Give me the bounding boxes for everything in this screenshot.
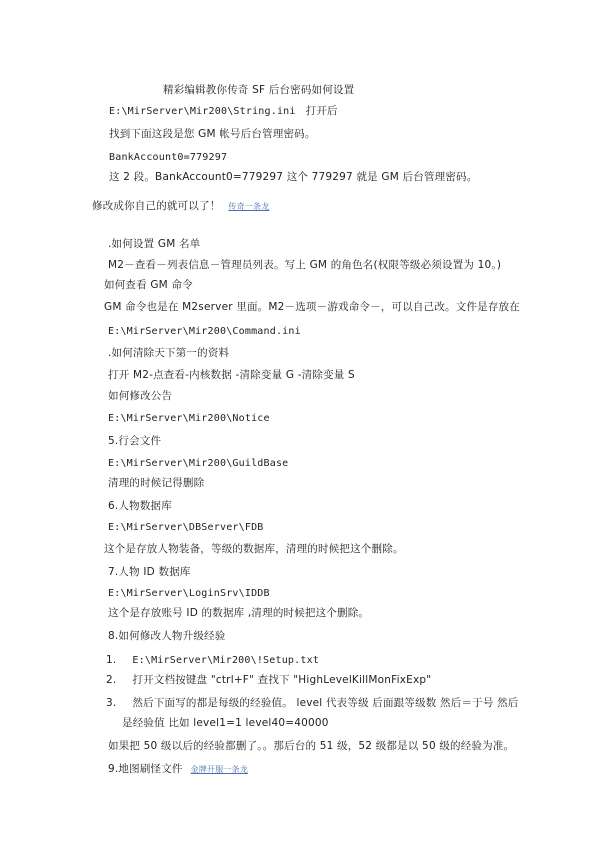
- modify-hint-text: 修改成你自己的就可以了！: [92, 200, 221, 212]
- section-char-db-body: 这个是存放人物装备，等级的数据库，清理的时候把这个删除。: [104, 543, 404, 555]
- exp-step-2: [106, 673, 431, 687]
- section-guild-heading: 5.行会文件: [108, 435, 162, 447]
- exp-note: 如果把 50 级以后的经验都删了。。那后台的 51 级，52 级都是以 50 级的经验为准。: [108, 740, 515, 752]
- exp-step-2-text: 打开文档按键盘 "ctrl+F" 查找下 "HighLevelKillMonFixExp": [132, 674, 432, 686]
- command-ini-path: E:\MirServer\Mir200\Command.ini: [108, 326, 301, 337]
- gm-password-hint: 找到下面这段是您 GM 帐号后台管理密码。: [109, 128, 316, 140]
- exp-step-3-continued: 是经验值 比如 level1=1 level40=40000: [122, 717, 329, 729]
- exp-step-3-text: 然后下面写的都是每级的经验值。 level 代表等级 后面跟等级数 然后＝于号 然后: [132, 697, 519, 709]
- section-char-db-heading: 6.人物数据库: [108, 500, 172, 512]
- section-gm-command-body: GM 命令也是在 M2server 里面。M2－选项－游戏命令－，可以自己改。文件是存放在: [104, 301, 520, 313]
- setup-txt-path: E:\MirServer\Mir200\!Setup.txt: [132, 655, 320, 666]
- section-guild-body: 清理的时候记得删除: [108, 477, 205, 489]
- section-notice-heading: 如何修改公告: [108, 390, 173, 402]
- section-id-db-body: 这个是存放账号 ID 的数据库 ,清理的时候把这个删除。: [108, 607, 370, 619]
- exp-step-2-number: 2.: [106, 674, 117, 686]
- exp-step-1: [106, 653, 319, 668]
- string-ini-line: [109, 104, 338, 119]
- section-gm-list-body: M2－查看－列表信息－管理员列表。写上 GM 的角色名(权限等级必须设置为 10。): [108, 259, 502, 271]
- section-id-db-heading: 7.人物 ID 数据库: [108, 566, 191, 578]
- bank-account-explain: 这 2 段。BankAccount0=779297 这个 779297 就是 GM 后台管理密码。: [109, 171, 478, 183]
- notice-path: E:\MirServer\Mir200\Notice: [108, 413, 270, 424]
- section-clear-first-heading: .如何清除天下第一的资料: [108, 347, 230, 359]
- gold-server-link[interactable]: 金牌开服一条龙: [190, 765, 249, 774]
- exp-step-3-number: 3.: [106, 697, 117, 709]
- section-gm-command-heading: 如何查看 GM 命令: [104, 279, 193, 291]
- string-ini-path: E:\MirServer\Mir200\String.ini: [109, 106, 296, 117]
- section-map-spawn-heading: 9.地图刷怪文件: [108, 763, 183, 775]
- legend-one-stop-link[interactable]: 传奇一条龙: [228, 202, 270, 211]
- exp-step-3: [106, 696, 518, 710]
- bank-account-line: BankAccount0=779297: [109, 152, 228, 163]
- iddb-path: E:\MirServer\LoginSrv\IDDB: [108, 588, 270, 599]
- open-after-text: 打开后: [305, 105, 338, 117]
- modify-hint-line: [92, 199, 269, 214]
- section-map-spawn-line: [108, 762, 248, 777]
- fdb-path: E:\MirServer\DBServer\FDB: [108, 522, 264, 533]
- exp-step-1-number: 1.: [106, 654, 117, 666]
- doc-title: 精彩编辑教你传奇 SF 后台密码如何设置: [163, 84, 355, 96]
- section-clear-first-body: 打开 M2-点查看-内核数据 -清除变量 G -清除变量 S: [108, 369, 355, 381]
- section-gm-list-heading: .如何设置 GM 名单: [108, 238, 201, 250]
- guildbase-path: E:\MirServer\Mir200\GuildBase: [108, 458, 289, 469]
- section-exp-heading: 8.如何修改人物升级经验: [108, 630, 226, 642]
